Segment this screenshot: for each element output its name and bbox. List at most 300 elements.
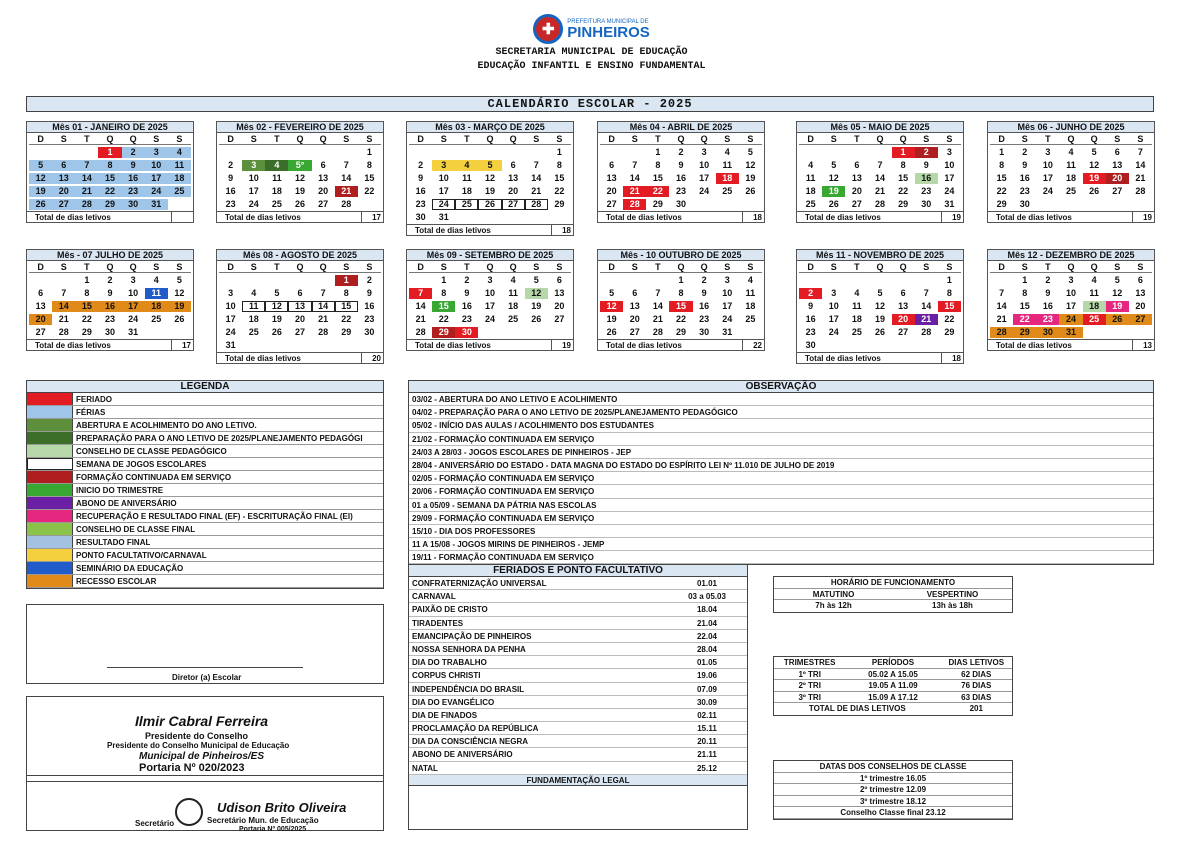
calendar-day: 15 [996,173,1007,183]
calendar-day: 17 [438,186,449,196]
calendar-day: 11 [1066,160,1076,170]
empty-day-cell [623,275,646,286]
weekday-header: S [915,134,938,145]
legend-label: PONTO FACULTATIVO/CARNAVAL [76,551,207,560]
calendar-day: 23 [921,186,932,196]
calendar-day: 22 [98,186,121,197]
calendar-day: 6 [1137,275,1143,285]
month-calendar [796,249,964,364]
calendar-day: 21 [915,314,938,325]
presidente-signature-box [26,696,384,782]
weekday-header: S [938,262,961,273]
calendar-day: 2 [464,275,470,285]
signature-name-2: Udison Brito Oliveira [217,800,347,815]
calendar-day: 19 [29,186,52,197]
calendar-day: 23 [104,314,115,324]
weekday-header: Q [868,262,891,273]
weekday-header: Q [892,262,915,273]
calendar-day: 23 [364,314,375,324]
weekday-header: S [1106,134,1129,145]
calendar-day: 15 [898,173,909,183]
month-total-row [797,352,963,363]
feriado-row [409,722,747,735]
calendar-day: 6 [900,288,906,298]
calendar-day: 30 [1036,327,1059,338]
calendar-day: 13 [898,301,909,311]
legend-swatch [27,549,73,561]
calendar-day: 28 [1135,186,1146,196]
calendar-day: 24 [1059,314,1082,325]
calendar-day: 6 [38,288,44,298]
calendar-day: 5 [609,288,615,298]
feriado-date: 22.04 [696,631,718,641]
month-total-row [27,211,193,222]
month-total-row [217,211,383,222]
month-total-row [407,224,573,235]
calendar-day: 10 [699,160,710,170]
calendar-day: 12 [828,173,839,183]
weekday-header: T [845,134,868,145]
calendar-day: 7 [533,160,539,170]
total-value: 18 [941,353,963,363]
calendar-day: 8 [84,288,90,298]
conselhos-title: DATAS DOS CONSELHOS DE CLASSE [819,762,967,771]
conselho-date: 3º trimestre 18.12 [859,796,927,806]
conselho-date: Conselho Classe final 23.12 [840,808,946,817]
calendar-day: 12 [265,301,288,312]
calendar-day: 19 [822,186,845,197]
calendar-day: 16 [122,173,145,184]
calendar-day: 13 [52,173,75,184]
weekday-header: S [716,134,739,145]
calendar-day: 24 [248,199,259,209]
empty-day-cell [868,275,891,286]
calendar-day: 26 [745,186,756,196]
trimestre-cell: 19.05 A 11.09 [868,681,918,690]
calendar-day: 8 [366,160,372,170]
feriado-row [409,656,747,669]
signature-role-1b: Presidente do Conselho Municipal de Educação [107,741,290,750]
month-total-row [988,339,1154,350]
signature-role-2c: Portaria Nº 005/2025 [239,826,307,833]
feriado-date: 19.06 [696,671,718,681]
weekday-header: T [1036,262,1059,273]
legend-swatch [27,536,73,548]
calendar-day: 10 [484,288,495,298]
legend-label: INICIO DO TRIMESTRE [76,486,164,495]
weekday-header: D [29,262,52,273]
calendar-day: 8 [655,160,661,170]
empty-day-cell [600,147,623,158]
calendar-day: 12 [874,301,885,311]
legend-panel [26,380,384,589]
calendar-day: 9 [418,173,424,183]
calendar-day: 9 [122,160,145,171]
calendar-day: 16 [98,301,121,312]
calendar-day: 23 [805,327,816,337]
calendar-day: 5 [877,288,883,298]
legend-swatch [27,497,73,509]
total-label: Total de dias letivos [415,341,491,350]
weekday-header: Q [98,262,121,273]
feriado-name: EMANCIPAÇÃO DE PINHEIROS [412,631,532,641]
calendar-day: 19 [531,301,542,311]
month-calendar [987,121,1155,223]
empty-day-cell [265,275,288,286]
empty-day-cell [288,275,311,286]
legend-item [27,445,383,458]
legend-item [27,458,383,471]
empty-day-cell [915,275,938,286]
calendar-day: 25 [151,314,162,324]
signature-role-1c: Municipal de Pinheiros/ES [139,751,265,762]
calendar-day: 9 [1022,160,1028,170]
calendar-day: 21 [415,314,426,324]
calendar-day: 18 [145,301,168,312]
calendar-day: 5 [478,160,501,171]
calendar-day: 26 [271,327,282,337]
legend-swatch [27,471,73,483]
calendar-day: 6 [52,160,75,171]
calendar-day: 29 [675,327,686,337]
total-label: Total de dias letivos [996,213,1072,222]
calendar-day: 27 [1129,314,1152,325]
calendar-day: 19 [294,186,305,196]
empty-day-cell [288,147,311,158]
empty-day-cell [409,147,432,158]
calendar-day: 22 [364,186,375,196]
calendar-day: 1 [98,147,121,158]
calendar-day: 13 [606,173,617,183]
calendar-day: 28 [874,199,885,209]
calendar-day: 4 [1068,147,1074,157]
calendar-day: 4 [168,147,191,158]
calendar-day: 13 [288,301,311,312]
weekday-header: Q [312,134,335,145]
calendar-day: 20 [52,186,75,197]
legend-title: LEGENDA [27,381,383,393]
empty-day-cell [868,147,891,158]
legend-swatch [27,406,73,418]
calendar-day: 9 [464,288,470,298]
conselho-date-row [774,773,1012,785]
calendar-day: 23 [122,186,145,197]
calendar-day: 26 [478,199,501,210]
trimestre-cell: 63 DIAS [961,692,992,702]
calendar-day: 8 [900,160,906,170]
month-calendar [406,121,574,236]
calendar-day: 30 [675,199,686,209]
month-calendar [216,249,384,364]
calendar-day: 14 [874,173,885,183]
calendar-day: 16 [805,314,816,324]
fundamentacao-legal: FUNDAMENTAÇÃO LEGAL [409,775,747,786]
weekday-header: S [739,134,762,145]
calendar-day: 15 [98,173,121,184]
empty-day-cell [265,147,288,158]
calendar-day: 21 [531,186,542,196]
calendar-day: 11 [805,173,816,183]
trimestre-row [774,680,1012,692]
calendar-day: 23 [225,199,236,209]
weekday-header: Q [502,262,525,273]
calendar-day: 28 [990,327,1013,338]
calendar-day: 24 [722,314,733,324]
feriado-date: 18.04 [696,605,718,615]
calendar-day: 21 [335,186,358,197]
empty-day-cell [822,275,845,286]
calendar-day: 26 [828,199,839,209]
calendar-day: 31 [145,199,168,210]
empty-day-cell [892,275,915,286]
calendar-day: 16 [915,173,938,184]
calendar-day: 14 [629,173,640,183]
legend-item [27,406,383,419]
weekday-header: T [265,262,288,273]
calendar-day: 16 [699,301,710,311]
feriado-date: 28.04 [696,644,718,654]
feriado-row [409,735,747,748]
calendar-day: 21 [58,314,69,324]
weekday-header: D [409,262,432,273]
calendar-day: 7 [923,288,929,298]
calendar-day: 25 [1065,186,1076,196]
calendar-day: 2 [678,147,684,157]
horario-title-text: HORÁRIO DE FUNCIONAMENTO [830,578,956,587]
weekday-header: S [938,134,961,145]
calendar-day: 17 [944,173,955,183]
legend-label: RECESSO ESCOLAR [76,577,157,586]
calendar-day: 13 [1135,288,1146,298]
calendar-day: 18 [716,173,739,184]
calendar-day: 11 [168,160,191,171]
calendar-day: 12 [484,173,495,183]
vespertino-label: VESPERTINO [926,589,979,599]
calendar-day: 3 [1068,275,1074,285]
total-label: Total de dias letivos [415,226,491,235]
calendar-day: 13 [508,173,519,183]
total-value: 18 [742,212,764,222]
calendar-day: 3 [145,147,168,158]
month-total-row [27,339,193,350]
weekday-header: S [1129,262,1152,273]
feriado-row [409,748,747,761]
calendar-day: 27 [52,199,75,210]
weekday-header: S [822,134,845,145]
calendar-day: 31 [225,340,236,350]
empty-day-cell [600,275,623,286]
observacao-item: 04/02 - PREPARAÇÃO PARA O ANO LETIVO DE 2025/PLANEJAMENTO PEDAGÓGICO [409,406,1153,419]
trimestres-col: TRIMESTRES [783,658,836,667]
observacao-title: OBSERVAÇÃO [409,381,1153,393]
calendar-day: 31 [944,199,955,209]
vespertino-value: 13h às 18h [932,601,973,610]
calendar-day: 7 [61,288,67,298]
feriado-row [409,603,747,616]
calendar-day: 1 [655,147,661,157]
horario-title [774,577,1012,589]
calendar-day: 29 [652,199,663,209]
weekday-header: Q [502,134,525,145]
calendar-day: 2 [915,147,938,158]
calendar-day: 5 [831,160,837,170]
legend-item [27,549,383,562]
calendar-day: 24 [225,327,236,337]
calendar-title: CALENDÁRIO ESCOLAR - 2025 [26,96,1154,112]
feriado-row [409,643,747,656]
total-dias-label: TOTAL DE DIAS LETIVOS [808,704,906,713]
calendar-day: 8 [1022,288,1028,298]
total-value: 17 [361,212,383,222]
calendar-day: 25 [271,199,282,209]
feriado-date: 02.11 [697,710,717,720]
calendar-day: 28 [341,199,352,209]
signature-role-1a: Presidente do Conselho [145,731,249,741]
calendar-day: 20 [318,186,329,196]
weekday-header: Q [98,134,121,145]
calendar-day: 21 [1135,173,1146,183]
calendar-day: 18 [271,186,282,196]
calendar-day: 10 [438,173,449,183]
calendar-day: 2 [418,160,424,170]
calendar-day: 11 [745,288,756,298]
calendar-day: 24 [944,186,955,196]
legend-swatch [27,432,73,444]
feriado-name: DIA DA CONSCIÊNCIA NEGRA [412,737,529,747]
calendar-day: 16 [675,173,686,183]
empty-day-cell [242,147,265,158]
calendar-day: 19 [484,186,495,196]
calendar-day: 30 [1019,199,1030,209]
empty-day-cell [29,275,52,286]
calendar-day: 5 [1091,147,1097,157]
weekday-header: S [432,262,455,273]
feriado-date: 01.05 [696,658,718,668]
calendar-day: 2 [107,275,113,285]
month-day-grid [407,133,573,224]
weekday-header: S [1013,134,1036,145]
total-label: Total de dias letivos [225,354,301,363]
weekday-header: Q [1059,134,1082,145]
empty-day-cell [219,275,242,286]
signature-role-2a: Secretário [135,819,175,828]
observacao-item: 29/09 - FORMAÇÃO CONTINUADA EM SERVIÇO [409,512,1153,525]
weekday-header: Q [122,262,145,273]
calendar-day: 14 [312,301,335,312]
calendar-day: 8 [556,160,562,170]
calendar-day: 13 [629,301,640,311]
calendar-day: 6 [510,160,516,170]
weekday-header: Q [288,134,311,145]
calendar-day: 30 [415,212,426,222]
calendar-day: 14 [921,301,932,311]
observacao-item: 21/02 - FORMAÇÃO CONTINUADA EM SERVIÇO [409,433,1153,446]
feriado-row [409,669,747,682]
calendar-day: 26 [174,314,185,324]
legend-item [27,432,383,445]
calendar-day: 5 [176,275,182,285]
weekday-header: S [168,262,191,273]
feriado-date: 07.09 [696,684,718,694]
total-value: 17 [171,340,193,350]
calendar-day: 22 [898,186,909,196]
empty-day-cell [623,147,646,158]
calendar-day: 24 [432,199,455,210]
total-value: 19 [1132,212,1154,222]
observacao-panel [408,380,1154,565]
legend-label: FORMAÇÃO CONTINUADA EM SERVIÇO [76,473,232,482]
calendar-day: 14 [1135,160,1146,170]
legend-item [27,523,383,536]
weekday-header: T [1036,134,1059,145]
observacao-item: 01 a 05/09 - SEMANA DA PÁTRIA NAS ESCOLAS [409,499,1153,512]
calendar-day: 12 [294,173,305,183]
calendar-day: 30 [122,199,145,210]
month-title: Mês 01 - JANEIRO DE 2025 [27,122,193,133]
calendar-day: 5 [274,288,280,298]
calendar-day: 19 [606,314,617,324]
calendar-day: 27 [35,327,46,337]
calendar-day: 9 [107,288,113,298]
feriado-name: DIA DE FINADOS [412,710,478,720]
observacao-item: 28/04 - ANIVERSÁRIO DO ESTADO - DATA MAGNA DO ESTADO DO ESPÍRITO LEI Nº 11.010 DE JULHO DE 2019 [409,459,1153,472]
calendar-day: 9 [701,288,707,298]
weekday-header: Q [669,134,692,145]
feriado-name: ABONO DE ANIVERSÁRIO [412,750,513,760]
observacao-item: 02/05 - FORMAÇÃO CONTINUADA EM SERVIÇO [409,472,1153,485]
calendar-day: 17 [122,301,145,312]
month-title: Mês 09 - SETEMBRO DE 2025 [407,250,573,261]
calendar-day: 26 [294,199,305,209]
calendar-day: 5° [288,160,311,171]
observacao-item: 15/10 - DIA DOS PROFESSORES [409,525,1153,538]
calendar-day: 22 [1013,314,1036,325]
calendar-day: 21 [318,314,329,324]
month-title: Mês 08 - AGOSTO DE 2025 [217,250,383,261]
calendar-day: 4 [153,275,159,285]
calendar-day: 1 [946,275,952,285]
calendar-day: 9 [808,301,814,311]
weekday-header: S [623,262,646,273]
total-label: Total de dias letivos [35,341,111,350]
calendar-day: 7 [1137,147,1143,157]
calendar-day: 28 [525,199,548,210]
empty-day-cell [845,147,868,158]
calendar-day: 31 [722,327,733,337]
feriado-date: 21.04 [696,618,718,628]
calendar-day: 7 [632,160,638,170]
calendar-day: 14 [415,301,426,311]
secretaria-stamp-icon [175,798,203,826]
calendar-day: 23 [699,314,710,324]
weekday-header: Q [1059,262,1082,273]
feriado-date: 01.01 [696,579,718,588]
weekday-header: Q [669,262,692,273]
calendar-day: 30 [921,199,932,209]
empty-day-cell [799,147,822,158]
calendar-day: 29 [1013,327,1036,338]
calendar-day: 20 [629,314,640,324]
calendar-day: 2 [799,288,822,299]
calendar-day: 11 [462,173,472,183]
legend-item [27,471,383,484]
calendar-day: 3 [946,147,952,157]
calendar-day: 10 [944,160,955,170]
weekday-header: T [455,134,478,145]
feriado-name: CORPUS CHRISTI [412,671,481,681]
trimestre-cell: 05.02 A 15.05 [868,669,918,679]
calendar-day: 6 [1114,147,1120,157]
